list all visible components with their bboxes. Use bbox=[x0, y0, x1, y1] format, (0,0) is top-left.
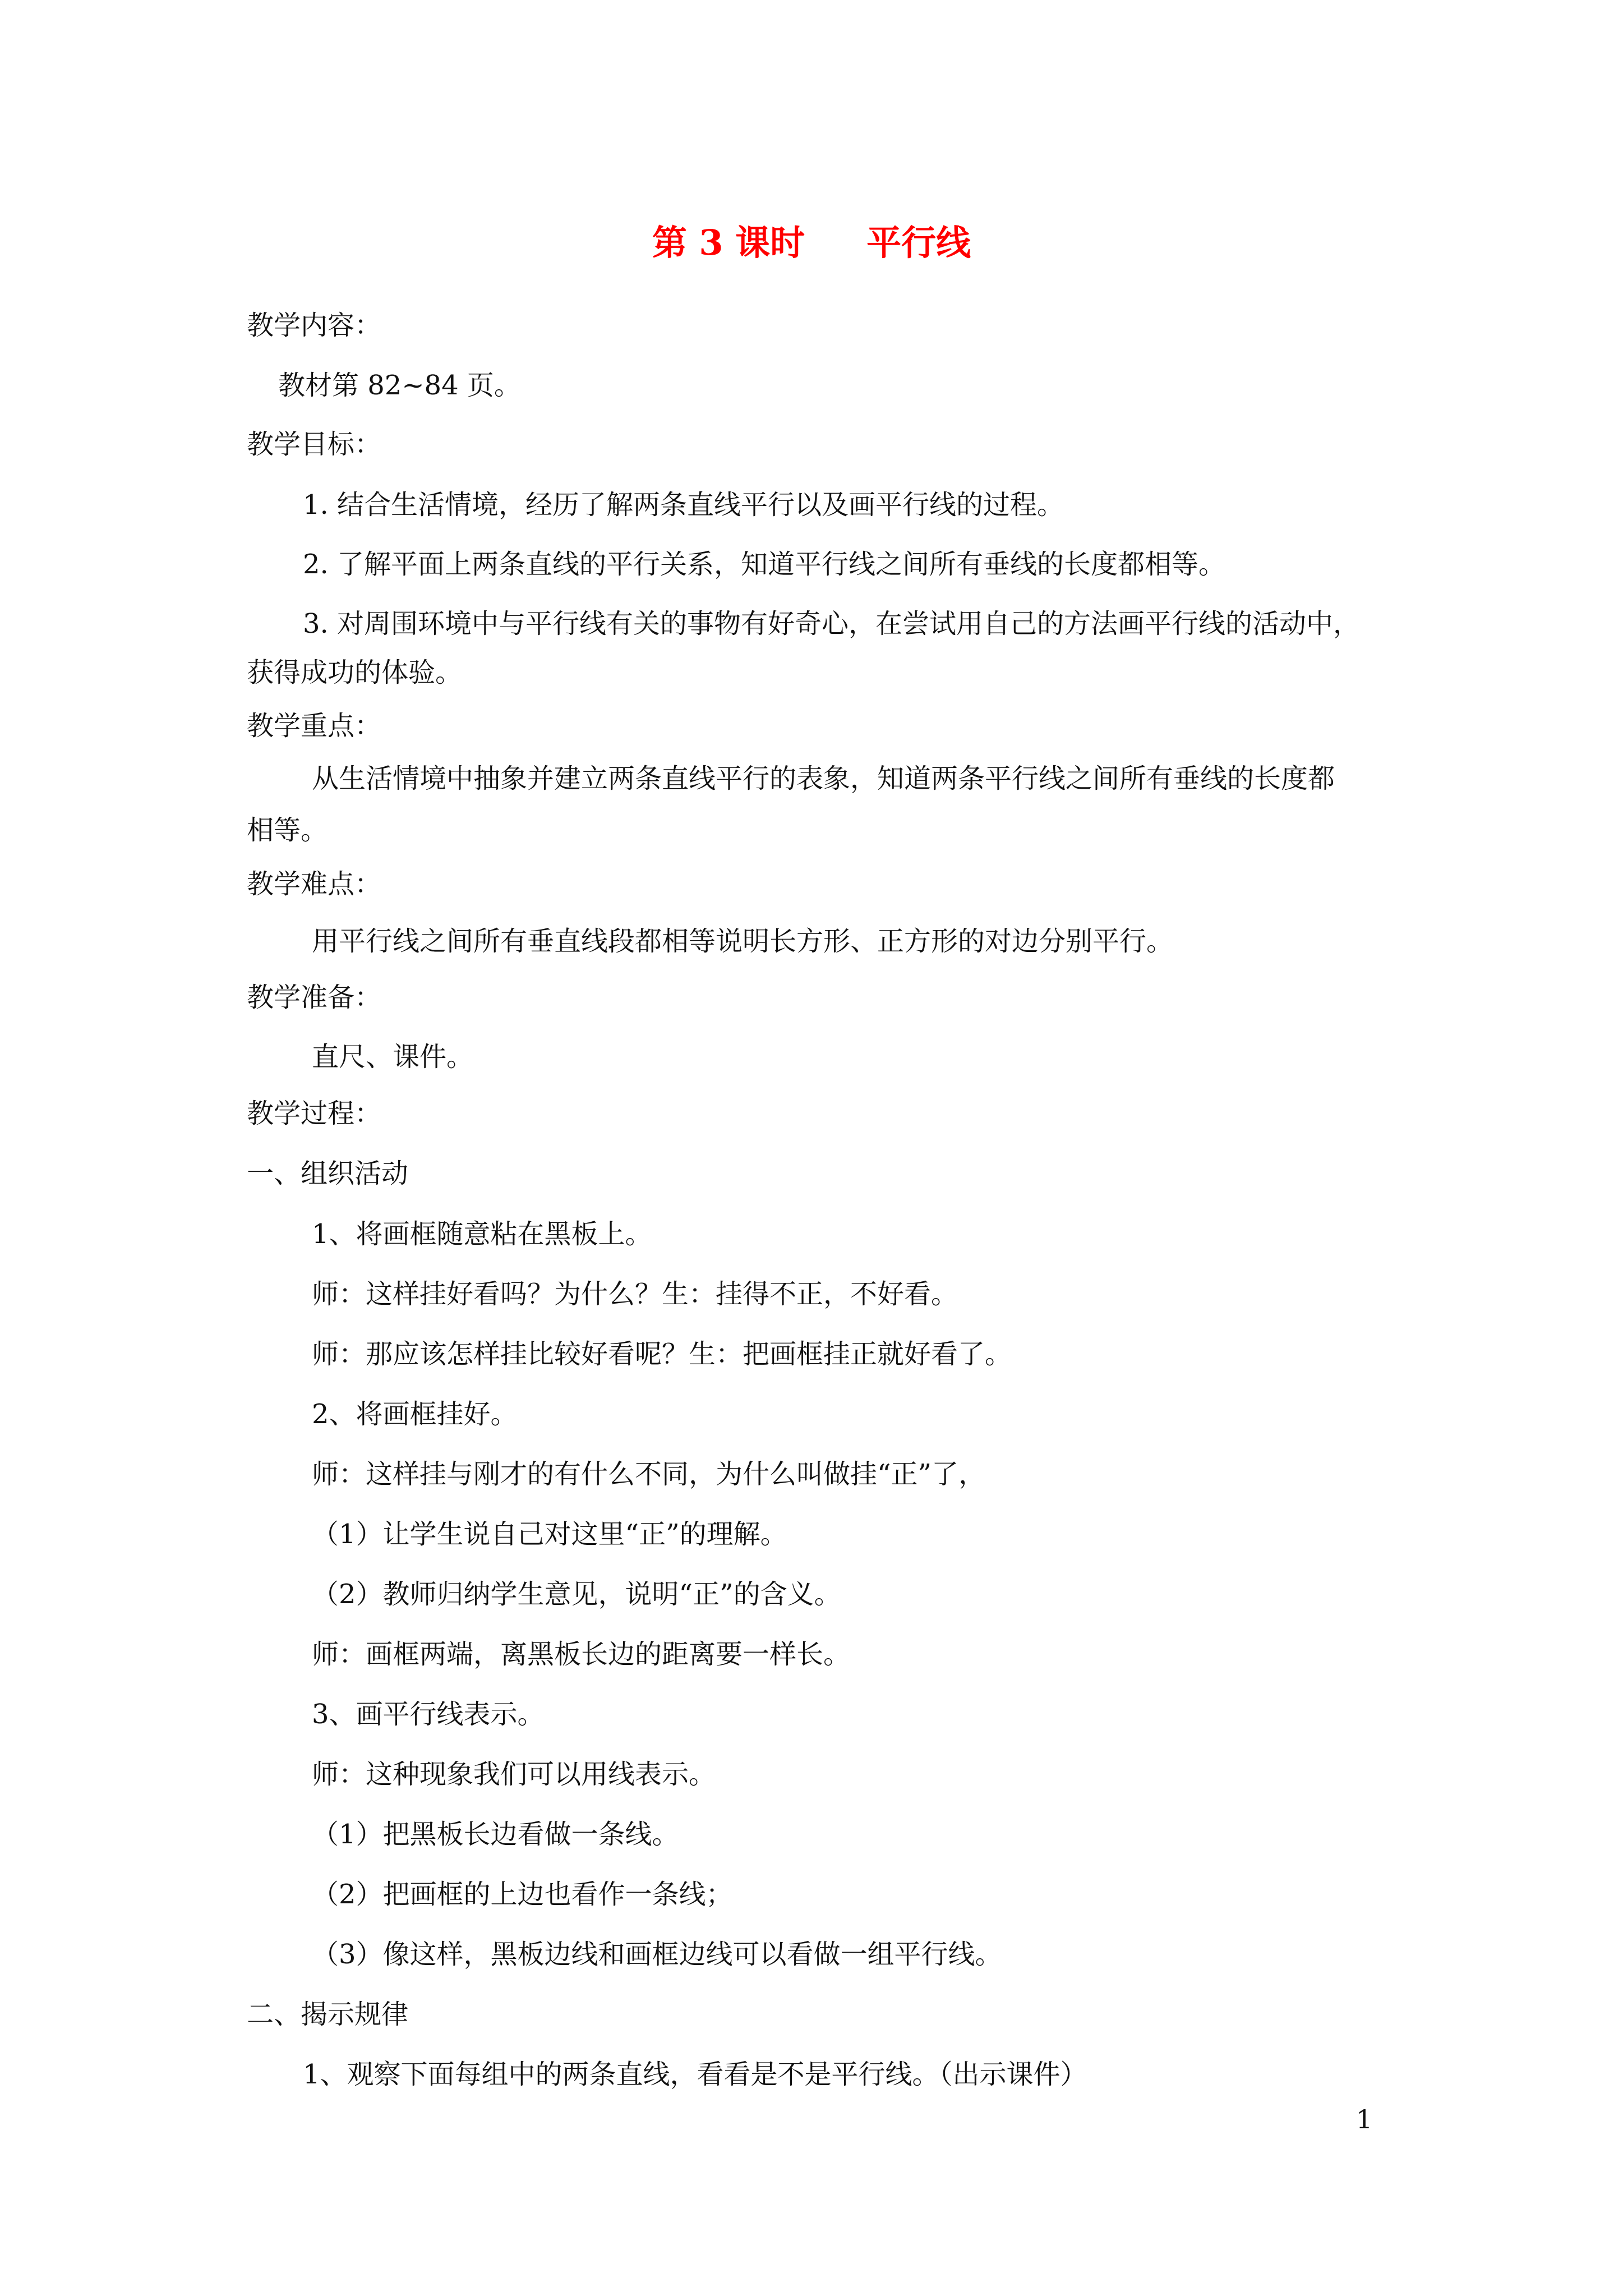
sub-item-3: （1）把黑板长边看做一条线。 bbox=[312, 1819, 679, 1850]
heading-preparation: 教学准备： bbox=[247, 982, 382, 1013]
lesson-title-number: 第 3 课时 bbox=[652, 222, 805, 263]
lesson-title bbox=[0, 218, 1623, 268]
sub-item-5: （3）像这样，黑板边线和画框边线可以看做一组平行线。 bbox=[312, 1939, 1002, 1970]
goal-item-1: 1. 结合生活情境，经历了解两条直线平行以及画平行线的过程。 bbox=[303, 489, 1064, 521]
page-number: 1 bbox=[1356, 2104, 1373, 2134]
heading-teaching-content: 教学内容： bbox=[247, 310, 382, 341]
goal-item-2: 2. 了解平面上两条直线的平行关系，知道平行线之间所有垂线的长度都相等。 bbox=[303, 549, 1226, 580]
process-step-3: 3、画平行线表示。 bbox=[312, 1699, 545, 1730]
heading-key-points: 教学重点： bbox=[247, 710, 382, 742]
section-heading-1: 一、组织活动 bbox=[247, 1158, 409, 1189]
dialogue-line-4: 师：画框两端，离黑板长边的距离要一样长。 bbox=[312, 1639, 851, 1670]
section-heading-2: 二、揭示规律 bbox=[247, 1999, 409, 2030]
process-step-4: 1、观察下面每组中的两条直线，看看是不是平行线。（出示课件） bbox=[303, 2059, 1087, 2090]
paragraph-textbook-pages: 教材第 82~84 页。 bbox=[278, 370, 521, 401]
paragraph-key-points-continued: 相等。 bbox=[247, 815, 328, 846]
paragraph-key-points: 从生活情境中抽象并建立两条直线平行的表象，知道两条平行线之间所有垂线的长度都 bbox=[312, 763, 1335, 794]
dialogue-line-5: 师：这种现象我们可以用线表示。 bbox=[312, 1759, 716, 1790]
lesson-title-topic: 平行线 bbox=[866, 222, 971, 263]
goal-item-3: 3. 对周围环境中与平行线有关的事物有好奇心，在尝试用自己的方法画平行线的活动中， bbox=[303, 608, 1361, 639]
sub-item-1: （1）让学生说自己对这里“正”的理解。 bbox=[312, 1519, 787, 1550]
heading-teaching-process: 教学过程： bbox=[247, 1098, 382, 1129]
dialogue-line-3: 师：这样挂与刚才的有什么不同，为什么叫做挂“正”了， bbox=[312, 1458, 986, 1490]
process-step-2: 2、将画框挂好。 bbox=[312, 1398, 518, 1430]
dialogue-line-2: 师：那应该怎样挂比较好看呢？生：把画框挂正就好看了。 bbox=[312, 1338, 1012, 1370]
dialogue-line-1: 师：这样挂好看吗？为什么？生：挂得不正，不好看。 bbox=[312, 1278, 958, 1310]
process-step-1: 1、将画框随意粘在黑板上。 bbox=[312, 1218, 652, 1250]
sub-item-4: （2）把画框的上边也看作一条线； bbox=[312, 1879, 733, 1910]
paragraph-preparation: 直尺、课件。 bbox=[312, 1041, 474, 1073]
sub-item-2: （2）教师归纳学生意见，说明“正”的含义。 bbox=[312, 1579, 841, 1610]
goal-item-3-continued: 获得成功的体验。 bbox=[247, 657, 463, 688]
heading-difficult-points: 教学难点： bbox=[247, 868, 382, 900]
heading-teaching-goals: 教学目标： bbox=[247, 429, 382, 460]
paragraph-difficult-points: 用平行线之间所有垂直线段都相等说明长方形、正方形的对边分别平行。 bbox=[312, 926, 1174, 957]
